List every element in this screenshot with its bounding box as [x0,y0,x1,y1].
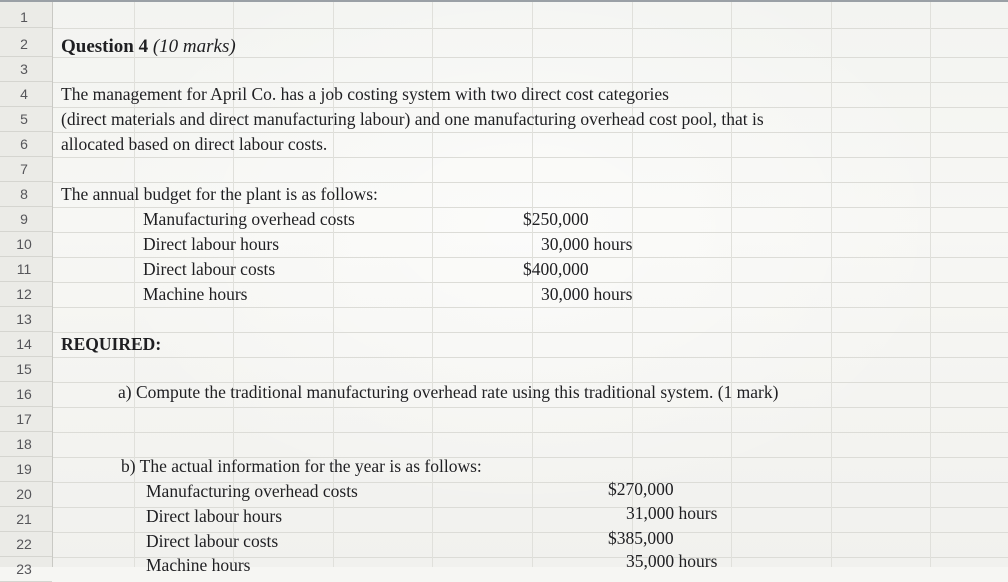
gridline [52,307,1008,308]
row-header[interactable]: 17 [0,407,52,432]
row-header[interactable]: 19 [0,457,52,482]
gridline [52,407,1008,408]
row-header[interactable]: 5 [0,107,52,132]
question-marks: (10 marks) [152,36,236,57]
row-header[interactable]: 8 [0,182,52,207]
gridline [731,0,732,567]
actual-label[interactable]: Manufacturing overhead costs [146,481,358,501]
intro-line-3[interactable]: allocated based on direct labour costs. [61,134,328,154]
row-header[interactable]: 10 [0,232,52,257]
column-header-edge [0,0,1008,2]
gridline [52,28,1008,29]
row-header[interactable]: 7 [0,157,52,182]
row-header[interactable]: 9 [0,207,52,232]
budget-label[interactable]: Manufacturing overhead costs [143,209,355,229]
row-header[interactable]: 16 [0,382,52,407]
budget-label[interactable]: Machine hours [143,284,248,304]
row-header[interactable]: 6 [0,132,52,157]
budget-label[interactable]: Direct labour hours [143,234,280,254]
row-header[interactable]: 23 [0,557,52,582]
budget-value[interactable]: $250,000 [523,209,589,229]
row-header[interactable]: 4 [0,82,52,107]
intro-line-1[interactable]: The management for April Co. has a job costing system with two direct cost categories [61,84,669,104]
row-header[interactable]: 20 [0,482,52,507]
row-header[interactable]: 15 [0,357,52,382]
actual-label[interactable]: Machine hours [146,555,251,575]
row-header[interactable]: 3 [0,57,52,82]
row-header[interactable]: 13 [0,307,52,332]
row-header[interactable]: 22 [0,532,52,557]
row-header[interactable]: 11 [0,257,52,282]
budget-value[interactable]: $400,000 [523,259,589,279]
actual-value[interactable]: $270,000 [608,479,674,499]
actual-value[interactable]: 31,000 hours [626,503,718,523]
actual-value[interactable]: 35,000 hours [626,551,718,571]
gridline [52,157,1008,158]
gridline [52,357,1008,358]
actual-label[interactable]: Direct labour hours [146,506,283,526]
row-header[interactable]: 14 [0,332,52,357]
row-header[interactable]: 21 [0,507,52,532]
actual-label[interactable]: Direct labour costs [146,531,279,551]
part-b-heading[interactable]: b) The actual information for the year is as follows: [121,456,482,476]
row-header[interactable]: 2 [0,32,52,57]
part-a-text[interactable]: a) Compute the traditional manufacturing overhead rate using this traditional system. (1 mark) [118,382,779,402]
row-header-column [0,0,53,577]
intro-line-2[interactable]: (direct materials and direct manufacturing labour) and one manufacturing overhead cost pool, that is [61,109,764,129]
row-header[interactable]: 12 [0,282,52,307]
row-header[interactable]: 18 [0,432,52,457]
gridline [930,0,931,567]
actual-value[interactable]: $385,000 [608,528,674,548]
budget-heading[interactable]: The annual budget for the plant is as follows: [61,184,378,204]
gridline [831,0,832,567]
budget-value[interactable]: 30,000 hours [541,234,633,254]
gridline [52,432,1008,433]
question-title-cell[interactable] [61,34,236,59]
gridline [52,332,1008,333]
required-heading[interactable]: REQUIRED: [61,334,162,354]
budget-value[interactable]: 30,000 hours [541,284,633,304]
row-header[interactable]: 1 [0,6,52,28]
budget-label[interactable]: Direct labour costs [143,259,276,279]
question-title: Question 4 [61,36,149,57]
